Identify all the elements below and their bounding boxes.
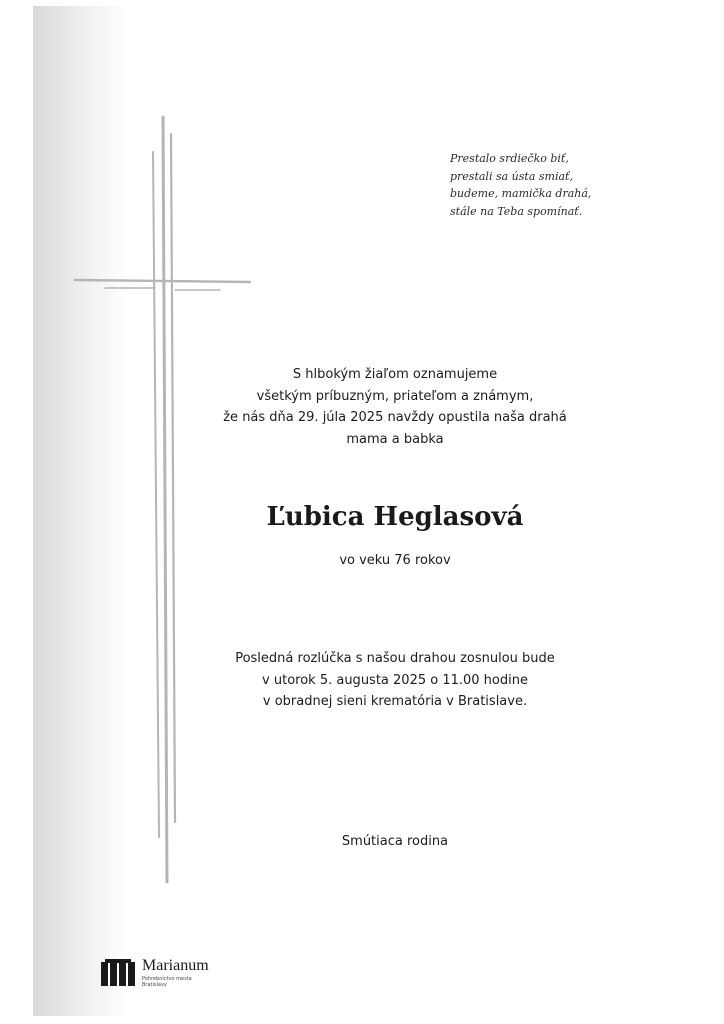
announcement-line: S hlbokým žiaľom oznamujeme — [292, 367, 498, 382]
ceremony-line: Posledná rozlúčka s našou drahou zosnulou bude — [235, 651, 555, 666]
poem-line: stále na Teba spomínať. — [450, 204, 583, 218]
deceased-age: vo veku 76 rokov — [339, 553, 451, 568]
ceremony-line: v utorok 5. augusta 2025 o 11.00 hodine — [262, 672, 528, 688]
announcement — [170, 364, 620, 450]
announcement-line: mama a babka — [346, 431, 444, 447]
poem-line: prestali sa ústa smiať, — [450, 169, 573, 183]
poem — [450, 150, 650, 220]
announcement-line: všetkým príbuzným, priateľom a známym, — [256, 388, 534, 404]
ceremony-line: v obradnej sieni krematória v Bratislave. — [262, 694, 528, 709]
poem-line: Prestalo srdiečko biť, — [450, 152, 569, 165]
signature: Smútiaca rodina — [341, 834, 449, 849]
poem-line: budeme, mamička drahá, — [450, 187, 592, 200]
logo-name: Marianum — [142, 957, 209, 974]
announcement-line: že nás dňa 29. júla 2025 navždy opustila naša drahá — [223, 410, 567, 425]
logo-subtitle: Pohrebníctvo mesta Bratislavy — [142, 976, 192, 988]
deceased-name: Ľubica Heglasová — [266, 502, 524, 532]
ceremony-details — [170, 648, 620, 713]
marianum-logo-icon — [100, 959, 136, 987]
